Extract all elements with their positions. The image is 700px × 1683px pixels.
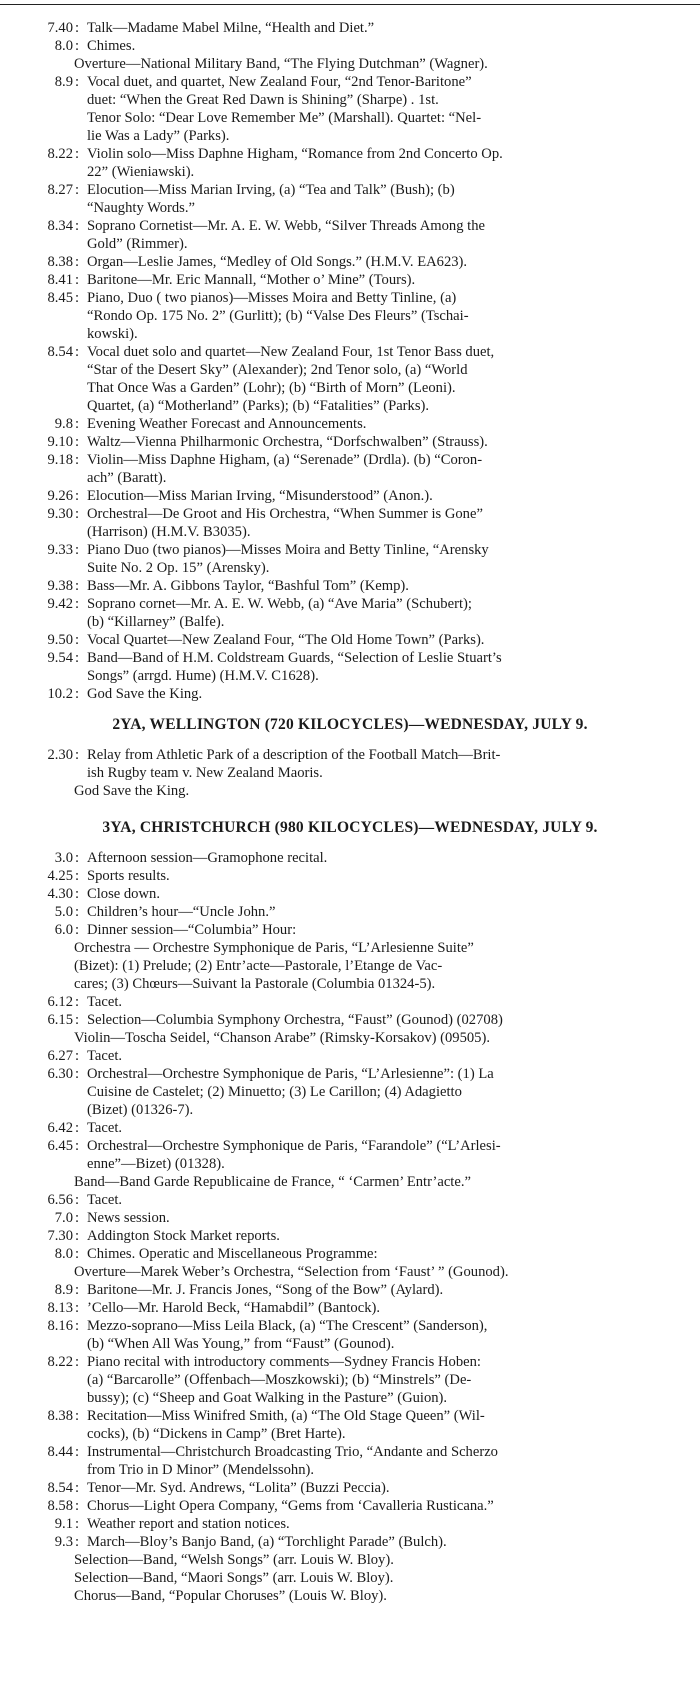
entry-time: 8.13 (47, 1300, 73, 1316)
programme-section-1 (0, 19, 700, 703)
time-separator: : (75, 1066, 80, 1082)
programme-entry (0, 1245, 700, 1263)
programme-entry (0, 271, 700, 289)
time-separator: : (75, 182, 80, 198)
programme-entry (0, 1479, 700, 1497)
programme-entry (0, 217, 700, 253)
programme-entry (0, 1191, 700, 1209)
time-separator: : (75, 1318, 80, 1334)
programme-entry (0, 1119, 700, 1137)
entry-time: 8.22 (47, 1354, 73, 1370)
entry-description: Vocal Quartet—New Zealand Four, “The Old Home Town” (Parks). (87, 632, 485, 648)
programme-entry (0, 415, 700, 433)
entry-time: 8.0 (54, 1246, 73, 1262)
entry-description: Orchestral—Orchestre Symphonique de Paris, “L’Arlesienne”: (1) La Cuisine de Castelet; (2) Minuetto; (3) Le Carillon; (4) Adagietto (Bizet) (01326-7). (87, 1066, 494, 1118)
programme-continuation: Selection—Band, “Welsh Songs” (arr. Louis W. Bloy). (74, 1552, 394, 1568)
programme-entry (0, 1047, 700, 1065)
entry-time: 8.54 (47, 344, 73, 360)
time-separator: : (75, 1516, 80, 1532)
top-rule (0, 4, 700, 5)
entry-time: 3.0 (54, 850, 73, 866)
time-separator: : (75, 20, 80, 36)
entry-description: Dinner session—“Columbia” Hour: (87, 922, 297, 938)
entry-time: 9.50 (47, 632, 73, 648)
entry-time: 8.38 (47, 1408, 73, 1424)
entry-time: 9.54 (47, 650, 73, 666)
programme-entry (0, 541, 700, 577)
time-separator: : (75, 1300, 80, 1316)
entry-time: 8.34 (47, 218, 73, 234)
entry-description: Band—Band of H.M. Coldstream Guards, “Selection of Leslie Stuart’s Songs” (arrgd. Hume) (H.M.V. C1628). (87, 650, 502, 684)
time-separator: : (75, 1534, 80, 1550)
entry-time: 4.25 (47, 868, 73, 884)
programme-entry (0, 577, 700, 595)
entry-description: Tacet. (87, 1048, 123, 1064)
time-separator: : (75, 1480, 80, 1496)
entry-description: Orchestral—Orchestre Symphonique de Paris, “Farandole” (“L’Arlesi- enne”—Bizet) (01328). (87, 1138, 501, 1172)
time-separator: : (75, 1012, 80, 1028)
entry-time: 9.26 (47, 488, 73, 504)
time-separator: : (75, 1210, 80, 1226)
programme-entry (0, 903, 700, 921)
entry-description: Vocal duet, and quartet, New Zealand Four, “2nd Tenor-Baritone” duet: “When the Great Red Dawn is Shining” (Sharpe) . 1st. Tenor Solo: “Dear Love Remember Me” (Marshall). Quartet: “Nel- lie Was a Lady” (Parks). (87, 74, 482, 144)
entry-time: 4.30 (47, 886, 73, 902)
time-separator: : (75, 632, 80, 648)
time-separator: : (75, 1282, 80, 1298)
entry-description: Chimes. Operatic and Miscellaneous Programme: (87, 1246, 378, 1262)
entry-description: Chorus—Light Opera Company, “Gems from ‘Cavalleria Rusticana.” (87, 1498, 494, 1514)
entry-time: 8.54 (47, 1480, 73, 1496)
time-separator: : (75, 434, 80, 450)
entry-time: 6.15 (47, 1012, 73, 1028)
entry-time: 6.56 (47, 1192, 73, 1208)
entry-time: 9.8 (54, 416, 73, 432)
programme-entry (0, 1443, 700, 1479)
programme-continuation: Band—Band Garde Republicaine de France, “ ‘Carmen’ Entr’acte.” (74, 1174, 471, 1190)
programme-entry (0, 253, 700, 271)
entry-description: Tacet. (87, 1120, 123, 1136)
programme-continuation: Orchestra — Orchestre Symphonique de Paris, “L’Arlesienne Suite” (Bizet): (1) Prelude; (2) Entr’acte—Pastorale, l’Etange de Vac- cares; (3) Chœurs—Suivant la Pastorale (Columbia 01324-5). (74, 940, 474, 992)
entry-description: Selection—Columbia Symphony Orchestra, “Faust” (Gounod) (02708) (87, 1012, 503, 1028)
entry-description: Weather report and station notices. (87, 1516, 290, 1532)
time-separator: : (75, 290, 80, 306)
entry-description: Piano recital with introductory comments—Sydney Francis Hoben: (a) “Barcarolle” (Offenbach—Moszkowski); (b) “Minstrels” (De- bussy); (c) “Sheep and Goat Walking in the Pasture” (Guion). (87, 1354, 481, 1406)
programme-entry (0, 37, 700, 55)
programme-entry (0, 1353, 700, 1407)
time-separator: : (75, 452, 80, 468)
time-separator: : (75, 272, 80, 288)
entry-description: Tacet. (87, 994, 123, 1010)
entry-description: ’Cello—Mr. Harold Beck, “Hamabdil” (Bantock). (87, 1300, 381, 1316)
entry-time: 9.42 (47, 596, 73, 612)
entry-description: Afternoon session—Gramophone recital. (87, 850, 328, 866)
time-separator: : (75, 650, 80, 666)
programme-continuation: Overture—Marek Weber’s Orchestra, “Selection from ‘Faust’ ” (Gounod). (74, 1264, 509, 1280)
time-separator: : (75, 994, 80, 1010)
programme-entry (0, 885, 700, 903)
entry-description: Elocution—Miss Marian Irving, “Misunderstood” (Anon.). (87, 488, 433, 504)
programme-entry (0, 1011, 700, 1029)
time-separator: : (75, 1246, 80, 1262)
time-separator: : (75, 488, 80, 504)
station-heading-2ya: 2YA, WELLINGTON (720 KILOCYCLES)—WEDNESDAY, JULY 9. (112, 716, 588, 733)
entry-time: 8.44 (47, 1444, 73, 1460)
time-separator: : (75, 1498, 80, 1514)
entry-description: March—Bloy’s Banjo Band, (a) “Torchlight Parade” (Bulch). (87, 1534, 447, 1550)
entry-time: 8.58 (47, 1498, 73, 1514)
entry-time: 10.2 (47, 686, 73, 702)
time-separator: : (75, 922, 80, 938)
programme-entry (0, 993, 700, 1011)
programme-entry (0, 1497, 700, 1515)
entry-description: Recitation—Miss Winifred Smith, (a) “The Old Stage Queen” (Wil- cocks), (b) “Dickens in Camp” (Bret Harte). (87, 1408, 485, 1442)
entry-time: 6.12 (47, 994, 73, 1010)
programme-entry (0, 1317, 700, 1353)
time-separator: : (75, 686, 80, 702)
entry-time: 8.27 (47, 182, 73, 198)
time-separator: : (75, 344, 80, 360)
entry-description: Vocal duet solo and quartet—New Zealand Four, 1st Tenor Bass duet, “Star of the Desert Sky” (Alexander); 2nd Tenor solo, (a) “World That Once Was a Garden” (Lohr); (b) “Birth of Morn” (Leoni). Quartet, (a) “Motherland” (Parks); (b) “Fatalities” (Parks). (87, 344, 495, 414)
entry-description: Children’s hour—“Uncle John.” (87, 904, 276, 920)
entry-time: 9.18 (47, 452, 73, 468)
programme-entry (0, 487, 700, 505)
entry-time: 9.1 (54, 1516, 73, 1532)
time-separator: : (75, 38, 80, 54)
entry-description: Piano Duo (two pianos)—Misses Moira and Betty Tinline, “Arensky Suite No. 2 Op. 15” (Arensky). (87, 542, 489, 576)
entry-time: 7.30 (47, 1228, 73, 1244)
programme-entry (0, 73, 700, 145)
time-separator: : (75, 542, 80, 558)
entry-time: 6.45 (47, 1138, 73, 1154)
programme-entry (0, 631, 700, 649)
entry-description: Talk—Madame Mabel Milne, “Health and Diet.” (87, 20, 375, 36)
programme-entry (0, 1407, 700, 1443)
entry-time: 6.27 (47, 1048, 73, 1064)
entry-time: 8.41 (47, 272, 73, 288)
programme-entry (0, 1209, 700, 1227)
programme-entry (0, 1065, 700, 1119)
programme-entry (0, 1515, 700, 1533)
programme-section-3ya (0, 849, 700, 1605)
entry-time: 9.33 (47, 542, 73, 558)
entry-time: 8.9 (54, 1282, 73, 1298)
entry-time: 9.3 (54, 1534, 73, 1550)
entry-description: Addington Stock Market reports. (87, 1228, 280, 1244)
time-separator: : (75, 886, 80, 902)
programme-continuation: God Save the King. (74, 783, 190, 799)
programme-continuation: Selection—Band, “Maori Songs” (arr. Louis W. Bloy). (74, 1570, 394, 1586)
entry-description: Elocution—Miss Marian Irving, (a) “Tea and Talk” (Bush); (b) “Naughty Words.” (87, 182, 455, 216)
time-separator: : (75, 1354, 80, 1370)
programme-entry (0, 145, 700, 181)
programme-entry (0, 1299, 700, 1317)
entry-time: 9.30 (47, 506, 73, 522)
entry-description: Baritone—Mr. J. Francis Jones, “Song of the Bow” (Aylard). (87, 1282, 444, 1298)
entry-time: 7.0 (54, 1210, 73, 1226)
time-separator: : (75, 747, 80, 763)
time-separator: : (75, 416, 80, 432)
time-separator: : (75, 506, 80, 522)
programme-entry (0, 1227, 700, 1245)
time-separator: : (75, 1048, 80, 1064)
entry-time: 6.30 (47, 1066, 73, 1082)
programme-entry (0, 649, 700, 685)
entry-time: 8.45 (47, 290, 73, 306)
entry-description: Organ—Leslie James, “Medley of Old Songs.” (H.M.V. EA623). (87, 254, 468, 270)
programme-entry (0, 451, 700, 487)
entry-description: Close down. (87, 886, 160, 902)
time-separator: : (75, 578, 80, 594)
programme-continuation: Chorus—Band, “Popular Choruses” (Louis W. Bloy). (74, 1588, 387, 1604)
time-separator: : (75, 1138, 80, 1154)
programme-entry (0, 595, 700, 631)
time-separator: : (75, 1228, 80, 1244)
programme-entry (0, 1137, 700, 1173)
programme-entry (0, 867, 700, 885)
entry-time: 8.9 (54, 74, 73, 90)
entry-description: Mezzo-soprano—Miss Leila Black, (a) “The Crescent” (Sanderson), (b) “When All Was Young,” from “Faust” (Gounod). (87, 1318, 488, 1352)
time-separator: : (75, 1120, 80, 1136)
entry-description: Tacet. (87, 1192, 123, 1208)
entry-time: 6.42 (47, 1120, 73, 1136)
time-separator: : (75, 850, 80, 866)
entry-time: 6.0 (54, 922, 73, 938)
time-separator: : (75, 904, 80, 920)
time-separator: : (75, 1192, 80, 1208)
time-separator: : (75, 254, 80, 270)
programme-entry (0, 685, 700, 703)
entry-description: Instrumental—Christchurch Broadcasting Trio, “Andante and Scherzo from Trio in D Minor” (Mendelssohn). (87, 1444, 498, 1478)
programme-entry (0, 505, 700, 541)
entry-description: Waltz—Vienna Philharmonic Orchestra, “Dorfschwalben” (Strauss). (87, 434, 488, 450)
programme-continuation: Violin—Toscha Seidel, “Chanson Arabe” (Rimsky-Korsakov) (09505). (74, 1030, 490, 1046)
programme-entry (0, 343, 700, 415)
time-separator: : (75, 74, 80, 90)
entry-description: Baritone—Mr. Eric Mannall, “Mother o’ Mine” (Tours). (87, 272, 416, 288)
entry-description: Sports results. (87, 868, 170, 884)
programme-entry (0, 746, 700, 782)
programme-entry (0, 849, 700, 867)
entry-description: News session. (87, 1210, 170, 1226)
entry-description: Soprano cornet—Mr. A. E. W. Webb, (a) “Ave Maria” (Schubert); (b) “Killarney” (Balfe). (87, 596, 472, 630)
entry-description: Violin—Miss Daphne Higham, (a) “Serenade” (Drdla). (b) “Coron- ach” (Baratt). (87, 452, 483, 486)
time-separator: : (75, 218, 80, 234)
entry-description: Relay from Athletic Park of a description of the Football Match—Brit- ish Rugby team v. New Zealand Maoris. (87, 747, 501, 781)
time-separator: : (75, 596, 80, 612)
entry-description: Tenor—Mr. Syd. Andrews, “Lolita” (Buzzi Peccia). (87, 1480, 390, 1496)
entry-description: Evening Weather Forecast and Announcements. (87, 416, 367, 432)
time-separator: : (75, 1444, 80, 1460)
entry-description: Orchestral—De Groot and His Orchestra, “When Summer is Gone” (Harrison) (H.M.V. B3035). (87, 506, 483, 540)
entry-time: 9.38 (47, 578, 73, 594)
programme-entry (0, 181, 700, 217)
entry-time: 2.30 (47, 747, 73, 763)
entry-time: 5.0 (54, 904, 73, 920)
programme-entry (0, 1281, 700, 1299)
programme-entry (0, 19, 700, 37)
station-heading-3ya: 3YA, CHRISTCHURCH (980 KILOCYCLES)—WEDNESDAY, JULY 9. (102, 819, 598, 836)
programme-entry (0, 289, 700, 343)
entry-description: Bass—Mr. A. Gibbons Taylor, “Bashful Tom” (Kemp). (87, 578, 409, 594)
entry-time: 8.0 (54, 38, 73, 54)
programme-entry (0, 1533, 700, 1551)
programme-continuation: Overture—National Military Band, “The Flying Dutchman” (Wagner). (74, 56, 488, 72)
time-separator: : (75, 146, 80, 162)
time-separator: : (75, 1408, 80, 1424)
programme-entry (0, 921, 700, 939)
entry-time: 8.16 (47, 1318, 73, 1334)
entry-time: 9.10 (47, 434, 73, 450)
entry-description: Chimes. (87, 38, 136, 54)
entry-time: 8.22 (47, 146, 73, 162)
entry-time: 7.40 (47, 20, 73, 36)
entry-description: Piano, Duo ( two pianos)—Misses Moira and Betty Tinline, (a) “Rondo Op. 175 No. 2” (Gurlitt); (b) “Valse Des Fleurs” (Tschai- kowski). (87, 290, 469, 342)
entry-time: 8.38 (47, 254, 73, 270)
entry-description: God Save the King. (87, 686, 203, 702)
programme-section-2ya (0, 746, 700, 800)
entry-description: Violin solo—Miss Daphne Higham, “Romance from 2nd Concerto Op. 22” (Wieniawski). (87, 146, 503, 180)
programme-entry (0, 433, 700, 451)
entry-description: Soprano Cornetist—Mr. A. E. W. Webb, “Silver Threads Among the Gold” (Rimmer). (87, 218, 485, 252)
time-separator: : (75, 868, 80, 884)
